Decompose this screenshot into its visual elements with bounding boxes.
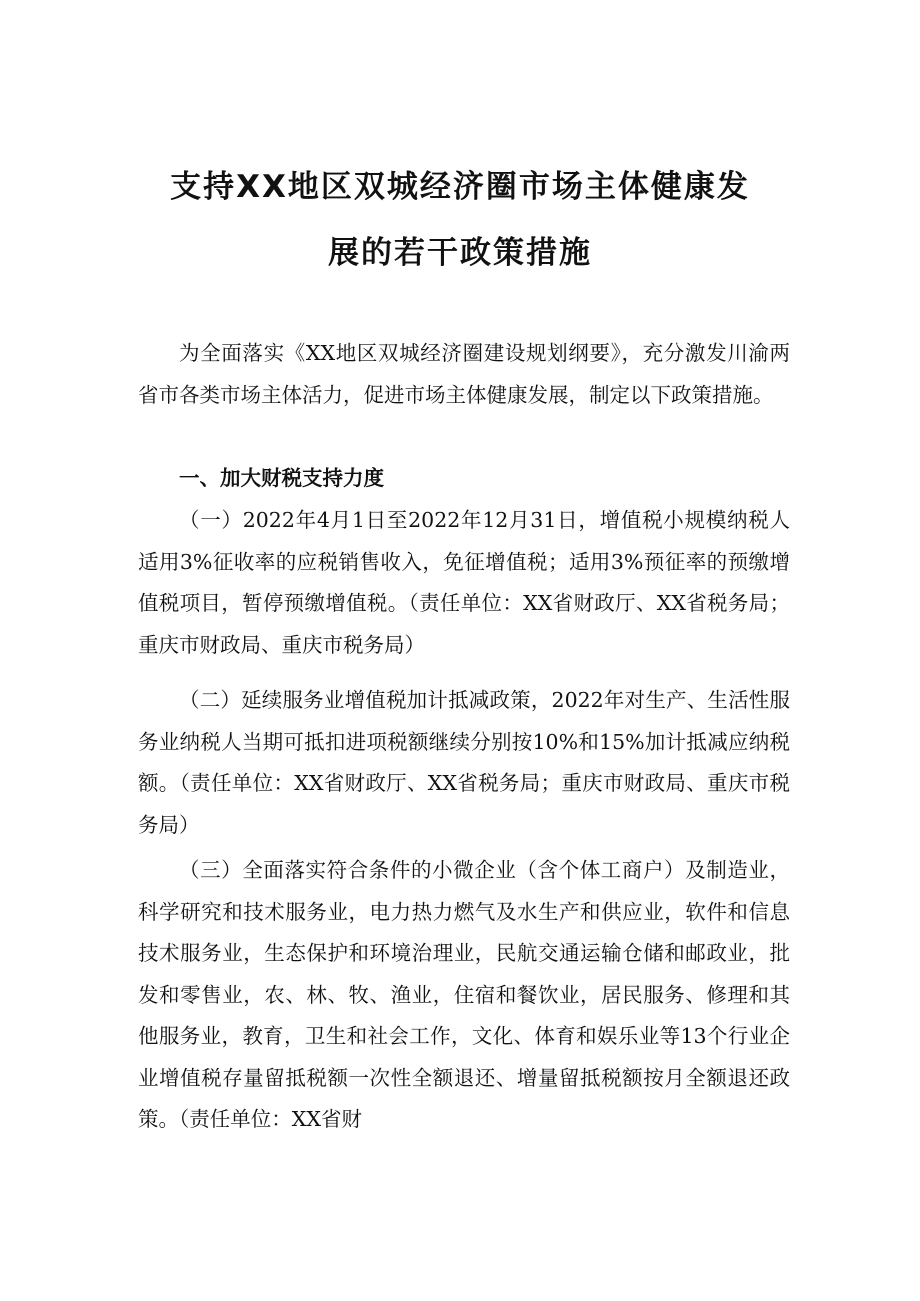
intro-paragraph: 为全面落实《XX地区双城经济圈建设规划纲要》，充分激发川渝两省市各类市场主体活力，促进市场主体健康发展，制定以下政策措施。 (138, 341, 790, 407)
policy-item-3: （三）全面落实符合条件的小微企业（含个体工商户）及制造业，科学研究和技术服务业，电力热力燃气及水生产和供应业，软件和信息技术服务业，生态保护和环境治理业，民航交通运输仓储和邮政业，批发和零售业，农、林、牧、渔业，住宿和餐饮业，居民服务、修理和其他服务业，教育，卫生和社会工作，文化、体育和娱乐业等13个行业企业增值税存量留抵税额一次性全额退还、增量留抵税额按月全额退还政策。（责任单位：XX省财 (138, 858, 790, 1131)
policy-item-1: （一）2022年4月1日至2022年12月31日，增值税小规模纳税人适用3%征收率的应税销售收入，免征增值税；适用3%预征率的预缴增值税项目，暂停预缴增值税。（责任单位：XX省财政厅、XX省税务局；重庆市财政局、重庆市税务局） (138, 508, 790, 657)
section-heading-1: 一、加大财税支持力度 (179, 466, 384, 490)
document-title-line-1: 支持XX地区双城经济圈市场主体健康发 (170, 169, 750, 205)
document-title-line-2: 展的若干政策措施 (328, 235, 592, 271)
policy-item-2: （二）延续服务业增值税加计抵减政策，2022年对生产、生活性服务业纳税人当期可抵扣进项税额继续分别按10%和15%加计抵减应纳税额。（责任单位：XX省财政厅、XX省税务局；重庆市财政局、重庆市税务局） (138, 688, 790, 837)
